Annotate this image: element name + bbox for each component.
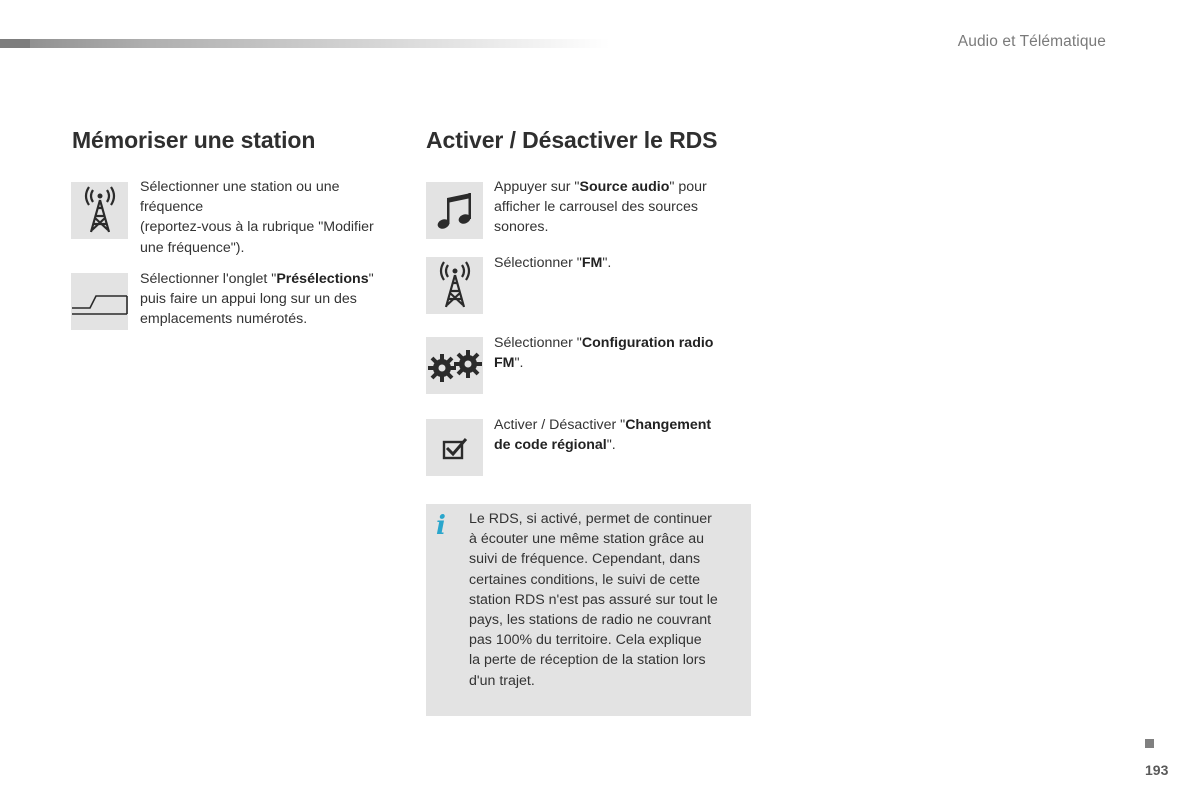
- step-text-line: [140, 269, 410, 289]
- step-text-line: (reportez-vous à la rubrique "Modifier: [140, 219, 374, 236]
- step-select-fm-config: [494, 333, 754, 373]
- step-select-station: [140, 177, 405, 258]
- header-rule-accent: [0, 39, 30, 48]
- info-line: d'un trajet.: [469, 672, 535, 689]
- step-select-presets: [140, 269, 410, 330]
- info-icon: i: [436, 511, 446, 541]
- text-bold: Configuration radio: [581, 335, 714, 351]
- info-line: suivi de fréquence. Cependant, dans: [469, 551, 701, 568]
- step-text-line: une fréquence").: [140, 239, 245, 256]
- step-text-line: [494, 177, 754, 197]
- info-line: à écouter une même station grâce au: [469, 531, 705, 548]
- text-suffix: " pour: [669, 179, 707, 195]
- step-text-line: puis faire un appui long sur un des: [140, 291, 357, 308]
- text-prefix: Sélectionner ": [494, 335, 582, 351]
- step-text-line: [494, 415, 754, 435]
- step-text-line: [494, 253, 754, 273]
- text-bold: de code régional: [494, 437, 607, 454]
- step-text-line: fréquence: [140, 199, 204, 216]
- preset-tab-icon: [71, 273, 128, 330]
- text-suffix: ".: [514, 355, 524, 372]
- left-section-title: Mémoriser une station: [72, 127, 316, 153]
- gears-icon: [426, 337, 483, 394]
- text-suffix: ".: [606, 437, 616, 454]
- info-line: certaines conditions, le suivi de cette: [469, 571, 701, 588]
- step-press-audio-source: [494, 177, 754, 238]
- step-text-line: emplacements numérotés.: [140, 311, 308, 328]
- step-text-line: [494, 353, 754, 373]
- step-text-line: afficher le carrousel des sources: [494, 199, 698, 216]
- radio-antenna-icon: [426, 257, 483, 314]
- chapter-label: Audio et Télématique: [957, 33, 1106, 50]
- right-section-title: Activer / Désactiver le RDS: [426, 127, 718, 153]
- text-prefix: Sélectionner l'onglet ": [140, 271, 277, 287]
- header-rule: [0, 39, 610, 48]
- info-line: la perte de réception de la station lors: [469, 652, 706, 669]
- text-suffix: ": [368, 271, 374, 287]
- music-note-icon: [426, 182, 483, 239]
- info-line: Le RDS, si activé, permet de continuer: [469, 511, 712, 527]
- info-line: pas 100% du territoire. Cela explique: [469, 632, 702, 649]
- step-text-line: Sélectionner une station ou une: [140, 179, 340, 195]
- step-toggle-regional-code: [494, 415, 754, 455]
- info-text: [469, 509, 744, 691]
- text-bold: Source audio: [579, 179, 670, 195]
- text-bold: FM: [581, 255, 603, 271]
- info-box: [426, 504, 751, 716]
- text-bold: Présélections: [276, 271, 369, 287]
- text-bold: Changement: [625, 417, 712, 433]
- checkbox-icon: [426, 419, 483, 476]
- step-text-line: [494, 435, 754, 455]
- info-line: station RDS n'est pas assuré sur tout le: [469, 591, 718, 608]
- text-suffix: ".: [602, 255, 612, 271]
- text-prefix: Sélectionner ": [494, 255, 582, 271]
- step-select-fm: [494, 253, 754, 273]
- text-prefix: Appuyer sur ": [494, 179, 580, 195]
- text-bold: FM: [494, 355, 515, 372]
- page-number: 193: [1145, 762, 1169, 778]
- page-corner-mark: [1145, 739, 1154, 748]
- step-text-line: [494, 333, 754, 353]
- step-text-line: sonores.: [494, 219, 549, 236]
- radio-antenna-icon: [71, 182, 128, 239]
- info-line: pays, les stations de radio ne couvrant: [469, 612, 712, 629]
- text-prefix: Activer / Désactiver ": [494, 417, 626, 433]
